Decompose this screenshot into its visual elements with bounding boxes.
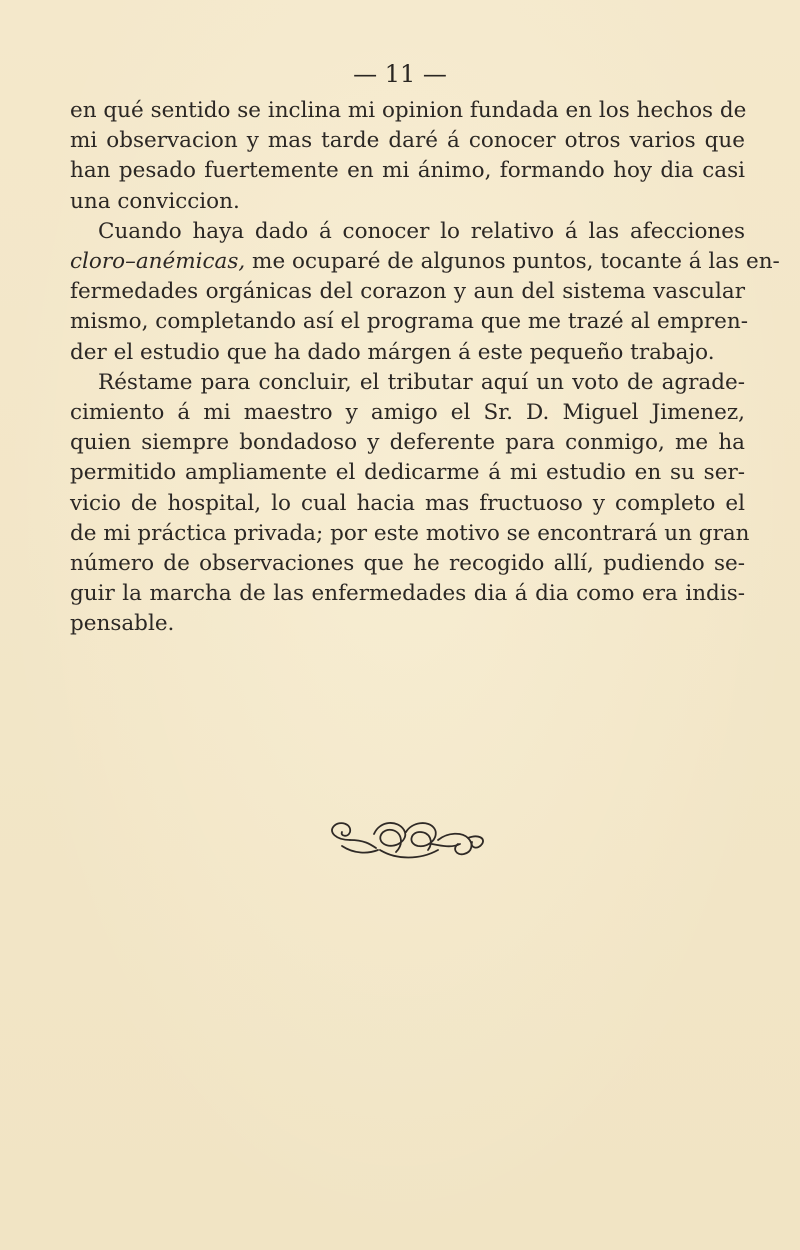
- tailpiece-flourish-icon: [320, 810, 495, 866]
- text-line: der el estudio que ha dado márgen á este pequeño trabajo.: [70, 339, 715, 365]
- text-line: mi observacion y mas tarde daré á conocer otros varios que: [70, 128, 745, 154]
- text-line: permitido ampliamente el dedicarme á mi estudio en su ser-: [70, 460, 745, 486]
- text-line: de mi práctica privada; por este motivo se encontrará un gran: [70, 520, 750, 546]
- text-line: una conviccion.: [70, 188, 240, 214]
- text-line: quien siempre bondadoso y deferente para conmigo, me ha: [70, 430, 745, 456]
- page-number: — 11 —: [353, 60, 447, 88]
- text-line: Cuando haya dado á conocer lo relativo á las afecciones: [98, 218, 745, 244]
- text-line: número de observaciones que he recogido allí, pudiendo se-: [70, 551, 745, 577]
- text-line: fermedades orgánicas del corazon y aun del sistema vascular: [70, 279, 745, 305]
- text-line: en qué sentido se inclina mi opinion fundada en los hechos de: [70, 98, 747, 123]
- body-text: [70, 96, 780, 640]
- text-line: cimiento á mi maestro y amigo el Sr. D. Miguel Jimenez,: [70, 400, 745, 426]
- text-line: guir la marcha de las enfermedades dia á dia como era indis-: [70, 581, 745, 607]
- text-run: me ocuparé de algunos puntos, tocante á las en-: [245, 249, 780, 275]
- text-line-mixed: [70, 247, 780, 277]
- text-line: pensable.: [70, 611, 175, 637]
- text-line: mismo, completando así el programa que me trazé al empren-: [70, 309, 749, 335]
- italic-term: cloro–anémicas,: [70, 249, 246, 275]
- text-line: Réstame para concluir, el tributar aquí un voto de agrade-: [98, 369, 745, 395]
- text-line: han pesado fuertemente en mi ánimo, formando hoy dia casi: [70, 158, 745, 184]
- text-line: vicio de hospital, lo cual hacia mas fructuoso y completo el: [70, 490, 745, 516]
